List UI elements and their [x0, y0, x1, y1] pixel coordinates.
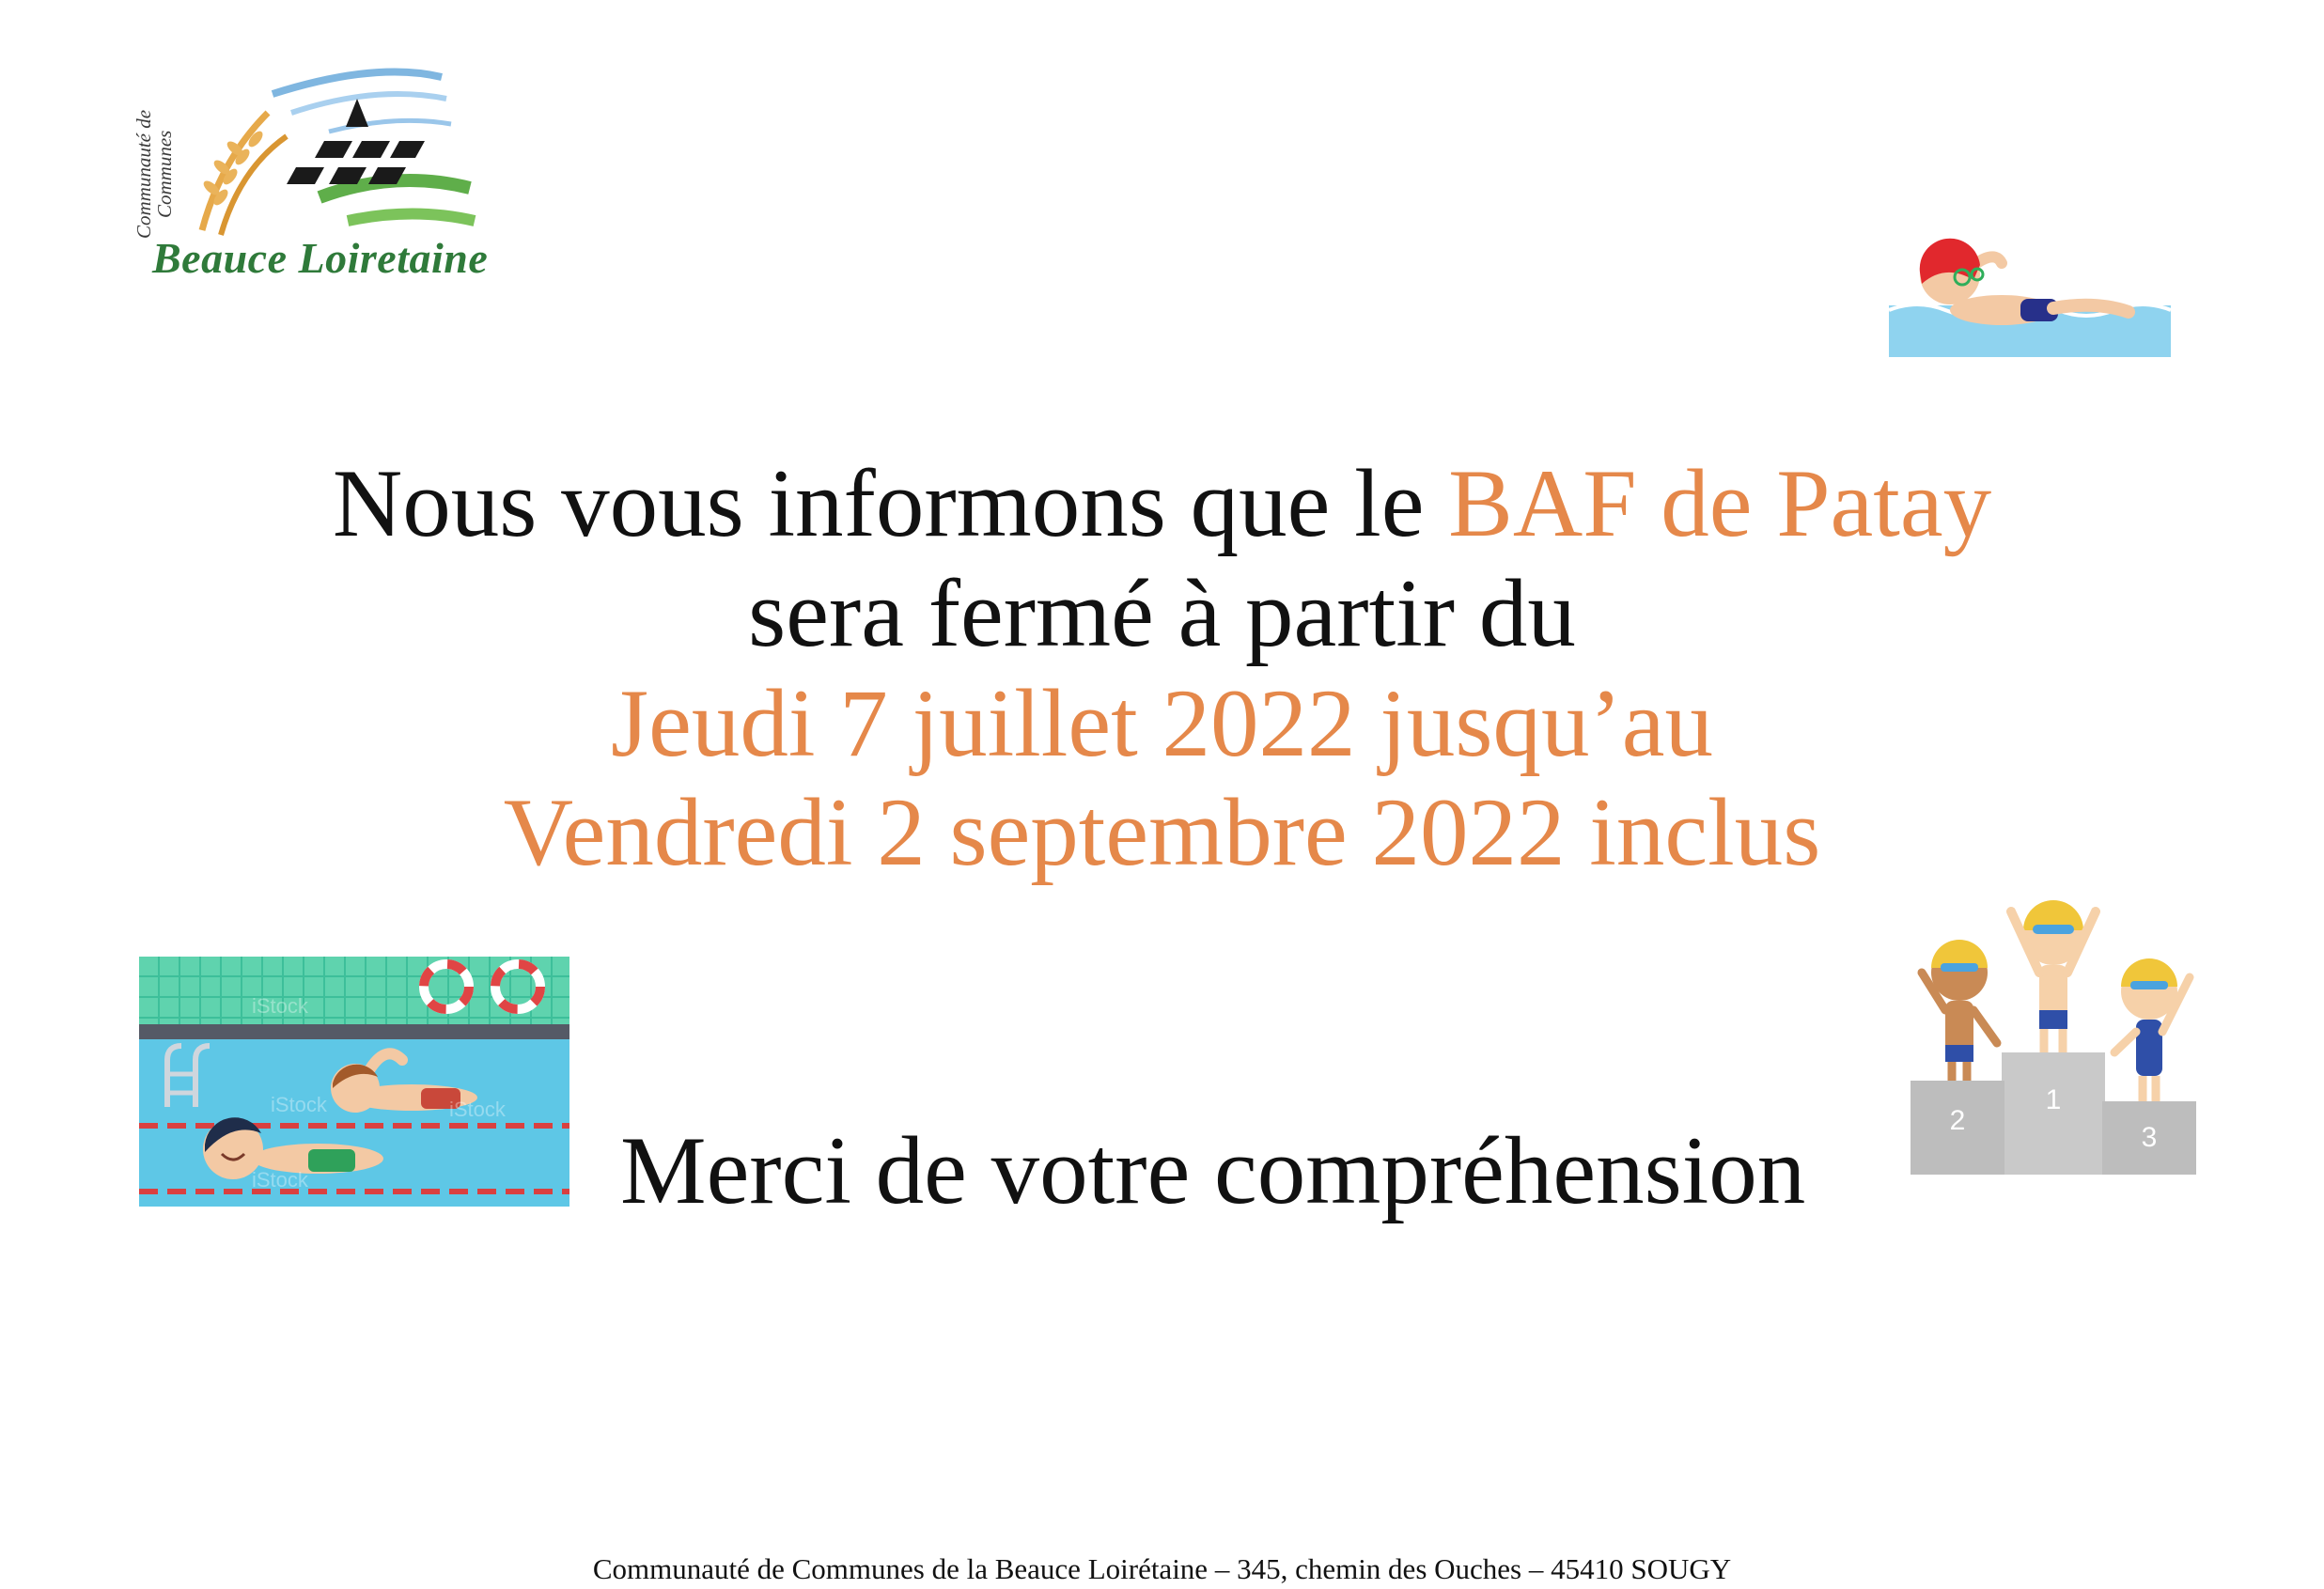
pool-swimmers-icon	[139, 957, 569, 1207]
logo-brand-text: Beauce Loiretaine	[152, 234, 489, 282]
watermark-text: iStock	[252, 994, 308, 1018]
podium-third-place: 3	[2141, 1122, 2158, 1153]
logo-emblem-icon	[132, 56, 489, 244]
podium-kids-icon	[1903, 883, 2213, 1179]
message-line-2: sera fermé à partir du	[748, 560, 1576, 667]
pool-swimmers-illustration	[139, 957, 569, 1207]
thanks-message: Merci de votre compréhension	[620, 1117, 1806, 1224]
watermark-text: iStock	[252, 1168, 308, 1192]
footer-address: Communauté de Communes de la Beauce Loirétaine – 345, chemin des Ouches – 45410 SOUGY	[592, 1552, 1732, 1585]
podium-illustration	[1903, 883, 2213, 1179]
message-intro: Nous vous informons que le	[332, 450, 1449, 557]
message-line-1	[0, 447, 2324, 560]
podium-first-place: 1	[2045, 1084, 2062, 1115]
closure-start-date: Jeudi 7 juillet 2022 jusqu’au	[611, 670, 1713, 777]
podium-second-place: 2	[1949, 1105, 1966, 1136]
watermark-text: iStock	[449, 1098, 506, 1121]
community-logo	[132, 56, 489, 291]
closure-end-date: Vendredi 2 septembre 2022 inclus	[503, 779, 1821, 886]
logo-side-text: Communauté de Communes	[133, 109, 176, 239]
swimmer-illustration	[1879, 226, 2180, 366]
watermark-text: iStock	[271, 1093, 327, 1116]
facility-name: BAF de Patay	[1448, 450, 1992, 557]
swimmer-icon	[1879, 226, 2180, 366]
